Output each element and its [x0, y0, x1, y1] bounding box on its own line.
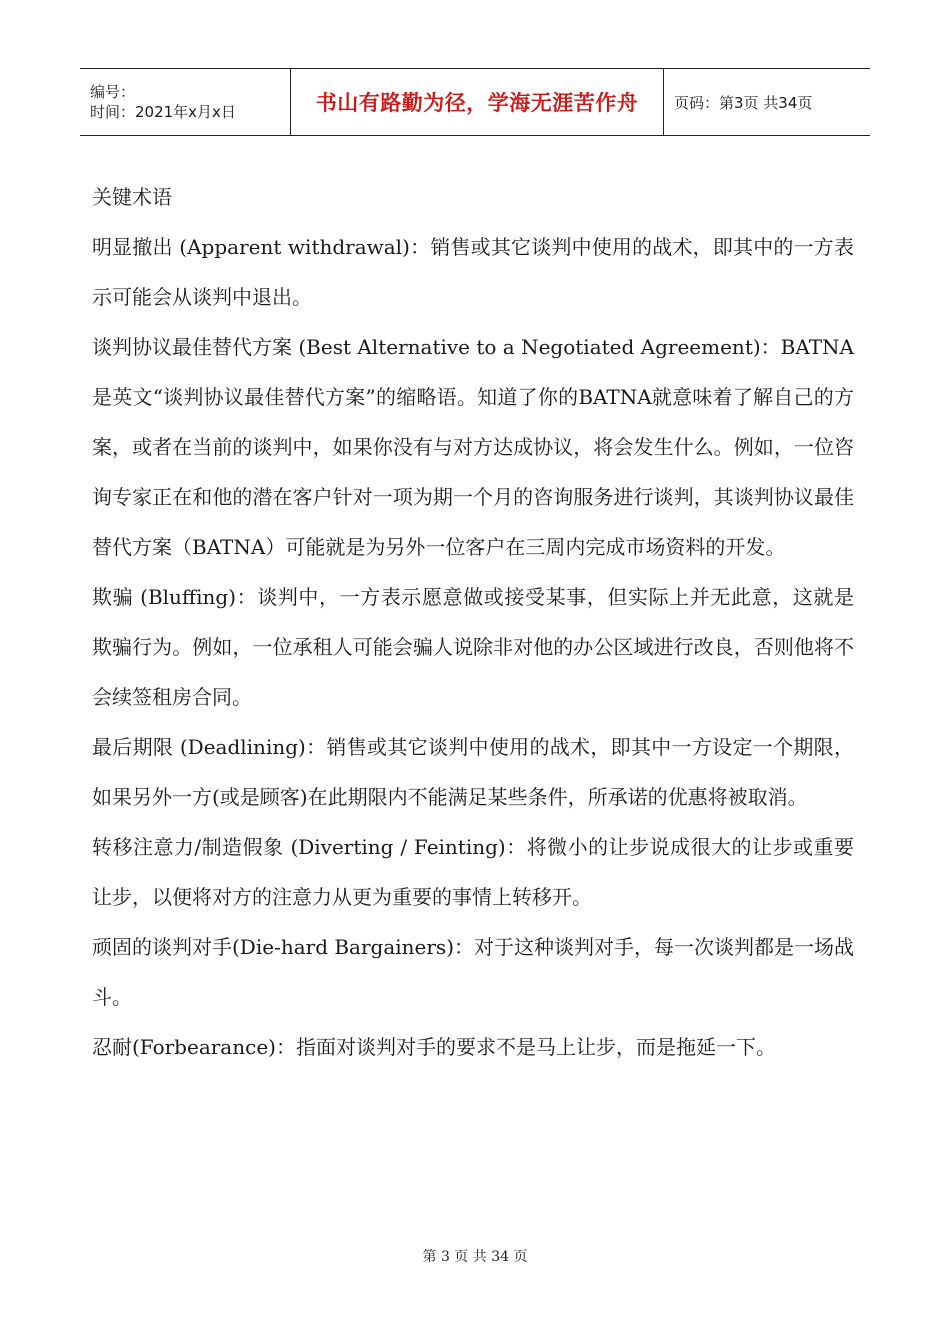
- motto: 书山有路勤为径，学海无涯苦作舟: [315, 91, 639, 115]
- time-label: 时间：2021年x月x日: [90, 103, 236, 121]
- term-apparent-withdrawal: 明显撤出 (Apparent withdrawal)：销售或其它谈判中使用的战术，即其中的一方表示可能会从谈判中退出。: [92, 235, 854, 309]
- header-table: [80, 68, 870, 136]
- section-heading: 关键术语: [92, 185, 172, 209]
- term-batna: 谈判协议最佳替代方案 (Best Alternative to a Negotiated Agreement)：BATNA是英文“谈判协议最佳替代方案”的缩略语。知道了你的BATNA就意味着了解自己的方案，或者在当前的谈判中，如果你没有与对方达成协议，将会发生什么。例如，一位咨询专家正在和他的潜在客户针对一项为期一个月的咨询服务进行谈判，其谈判协议最佳替代方案（BATNA）可能就是为另外一位客户在三周内完成市场资料的开发。: [92, 335, 854, 559]
- term-forbearance: 忍耐(Forbearance)：指面对谈判对手的要求不是马上让步，而是拖延一下。: [92, 1035, 776, 1059]
- document-body: [92, 172, 854, 1072]
- header-motto-cell: [291, 69, 664, 136]
- term-die-hard-bargainers: 顽固的谈判对手(Die-hard Bargainers)：对于这种谈判对手，每一次谈判都是一场战斗。: [92, 935, 855, 1009]
- header-page-info: 页码：第3页 共34页: [664, 69, 871, 136]
- header-meta-cell: [80, 69, 291, 136]
- term-bluffing: 欺骗 (Bluffing)：谈判中，一方表示愿意做或接受某事，但实际上并无此意，这就是欺骗行为。例如，一位承租人可能会骗人说除非对他的办公区域进行改良，否则他将不会续签租房合同。: [92, 585, 854, 709]
- term-deadlining: 最后期限 (Deadlining)：销售或其它谈判中使用的战术，即其中一方设定一个期限，如果另外一方(或是顾客)在此期限内不能满足某些条件，所承诺的优惠将被取消。: [92, 735, 854, 809]
- page-footer: 第 3 页 共 34 页: [422, 1249, 528, 1265]
- doc-number-label: 编号：: [90, 83, 136, 101]
- term-diverting-feinting: 转移注意力/制造假象 (Diverting / Feinting)：将微小的让步说成很大的让步或重要让步，以便将对方的注意力从更为重要的事情上转移开。: [92, 835, 854, 909]
